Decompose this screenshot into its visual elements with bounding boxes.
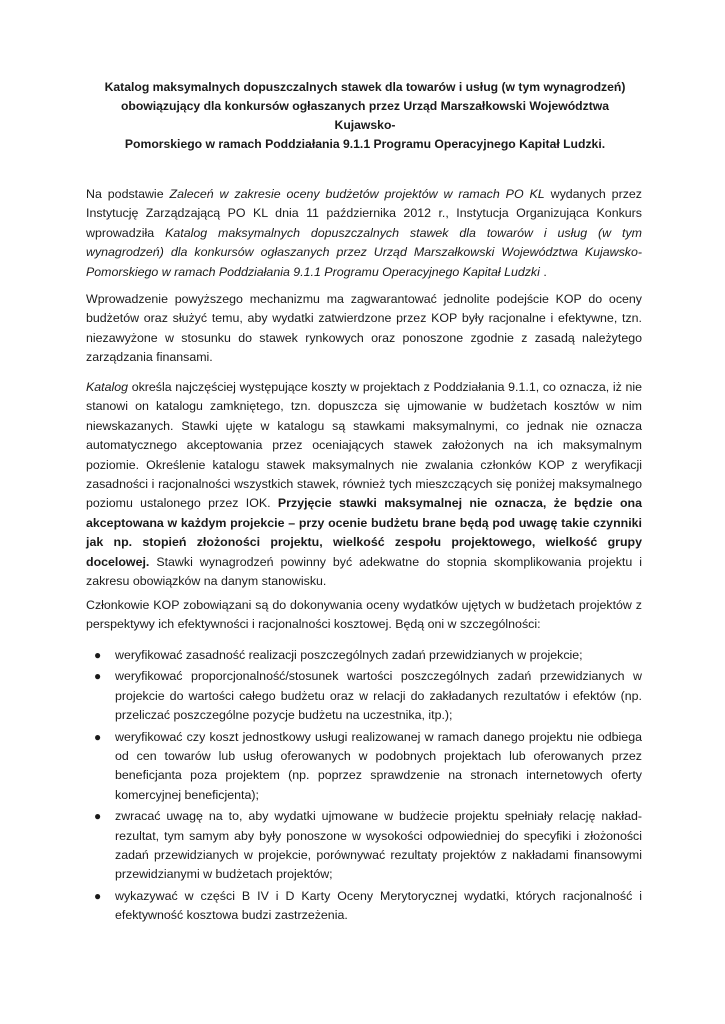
bullet-icon: ● bbox=[94, 809, 102, 824]
list-item-text: weryfikować czy koszt jednostkowy usługi realizowanej w ramach danego projektu nie odbiega od cen towarów lub usług oferowanych w podobnych projektach lub oferowanych przez beneficjanta poza projektem (np. poprzez sprawdzenie na stronach internetowych oferty komercyjnej beneficjenta); bbox=[115, 729, 642, 802]
list-item bbox=[86, 646, 642, 665]
title-line: Katalog maksymalnych dopuszczalnych stawek dla towarów i usług (w tym wynagrodzeń) bbox=[104, 80, 626, 94]
intro-paragraph bbox=[86, 185, 642, 282]
bold-run: Przyjęcie stawki maksymalnej nie oznacza, że będzie ona akceptowana w każdym projekcie – przy ocenie budżetu brane będą pod uwagę takie czynniki jak np. stopień złożoności projektu, wielkość zespołu projektowego, wielkość grupy docelowej. bbox=[86, 496, 642, 569]
list-item-text: weryfikować proporcjonalność/stosunek wartości poszczególnych zadań przewidzianych w projekcie do wartości całego budżetu oraz w relacji do zakładanych rezultatów i efektów (np. przeliczać poszczególne pozycje budżetu na uczestnika, itp.); bbox=[115, 669, 642, 723]
catalog-scope-paragraph bbox=[86, 378, 642, 591]
bullet-icon: ● bbox=[94, 888, 102, 903]
bullet-icon: ● bbox=[94, 729, 102, 744]
document-title bbox=[100, 78, 630, 154]
text-run: określa najczęściej występujące koszty w projektach z Poddziałania 9.1.1, co oznacza, iż nie stanowi on katalogu zamkniętego, tzn. dopuszcza się ujmowanie w budżetach kosztów w nim niewskazanych. Stawki ujęte w katalogu są stawkami maksymalnymi, co jednak nie oznacza automatycznego akceptowania przez oceniających stawek założonych na ich maksymalnym poziomie. Określenie katalogu stawek maksymalnych nie zwalania członków KOP z weryfikacji zasadności i racjonalności wszystkich stawek, również tych mieszczących się poniżej maksymalnego poziomu ustalonego przez IOK. bbox=[86, 380, 642, 511]
text-run: wydanych przez Instytucję Zarządzającą PO KL dnia 11 października 2012 r., Instytucja Organizująca Konkurs wprowadziła bbox=[86, 187, 642, 240]
title-line: Pomorskiego w ramach Poddziałania 9.1.1 Programu Operacyjnego Kapitał Ludzki. bbox=[124, 137, 606, 151]
bullet-icon: ● bbox=[94, 648, 102, 662]
list-item-text: wykazywać w części B IV i D Karty Oceny Merytorycznej wydatki, których racjonalność i efektywność kosztowa budzi zastrzeżenia. bbox=[115, 888, 642, 923]
list-item bbox=[86, 667, 642, 725]
list-item bbox=[86, 807, 642, 885]
list-item bbox=[86, 728, 642, 806]
list-item-text: zwracać uwagę na to, aby wydatki ujmowane w budżecie projektu spełniały relację nakład-rezultat, tym samym aby były ponoszone w wysokości odpowiedniej do specyfiki i złożoności zadań przewidzianych w projekcie, porównywać rezultaty projektów z nakładami finansowymi przewidzianymi w budżetach projektów; bbox=[115, 809, 642, 882]
italic-run: Katalog bbox=[86, 380, 129, 394]
italic-run: Zaleceń w zakresie oceny budżetów projektów w ramach PO KL bbox=[169, 187, 545, 201]
list-item-text: weryfikować zasadność realizacji poszczególnych zadań przewidzianych w projekcie; bbox=[115, 648, 583, 662]
text-run: Na podstawie bbox=[86, 187, 170, 201]
bullet-icon: ● bbox=[94, 669, 102, 684]
duties-intro-paragraph: Członkowie KOP zobowiązani są do dokonywania oceny wydatków ujętych w budżetach projektów z perspektywy ich efektywności i racjonalności kosztowej. Będą oni w szczególności: bbox=[86, 598, 642, 632]
duties-list bbox=[86, 646, 642, 928]
list-item bbox=[86, 887, 642, 926]
title-line: obowiązujący dla konkursów ogłaszanych przez Urząd Marszałkowski Województwa Kujawsko- bbox=[120, 99, 610, 132]
purpose-paragraph: Wprowadzenie powyższego mechanizmu ma zagwarantować jednolite podejście KOP do oceny budżetów oraz służyć temu, aby wydatki zatwierdzone przez KOP były racjonalne i efektywne, tzn. niezawyżone w stosunku do stawek rynkowych oraz ponoszone zgodnie z zasadą należytego zarządzania finansami. bbox=[86, 292, 642, 365]
text-run: . bbox=[539, 264, 547, 279]
italic-run: Katalog maksymalnych dopuszczalnych stawek dla towarów i usług (w tym wynagrodzeń) dla konkursów ogłaszanych przez Urząd Marszałkowski Województwa Kujawsko-Pomorskiego w ramach Poddziałania 9.1.1 Programu Operacyjnego Kapitał Ludzki bbox=[86, 225, 642, 279]
text-run: Stawki wynagrodzeń powinny być adekwatne do stopnia skomplikowania projektu i zakresu obowiązków na danym stanowisku. bbox=[86, 554, 642, 589]
